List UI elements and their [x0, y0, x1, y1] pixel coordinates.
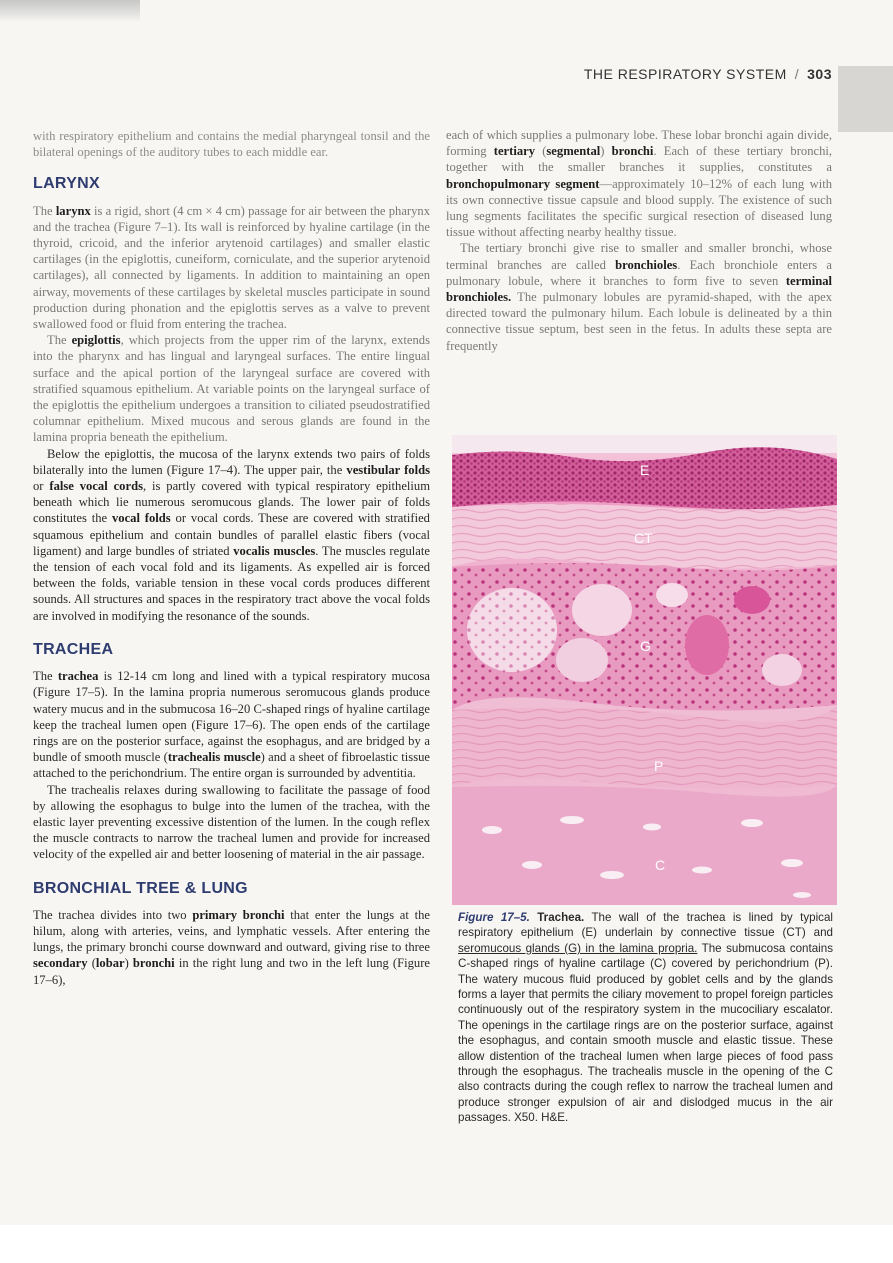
term-trachea: trachea: [57, 669, 99, 684]
page-number: 303: [807, 66, 832, 82]
term-terminal-bronchioles: terminal bronchioles.: [446, 273, 832, 305]
larynx-paragraph-2: The epiglottis, which projects from the upper rim of the larynx, extends into the pharynx and has lingual and laryngeal surfaces. The entire lingual surface and the apical portion of the laryngeal surface are covered with stratified squamous epithelium. At variable points on the laryngeal surface of the epiglottis the epithelium undergoes a transition to ciliated pseudostratified columnar epithelium. Mixed mucous and serous glands are found in the lamina propria beneath the epithelium.: [33, 333, 430, 445]
term-trachealis-muscle: trachealis muscle: [167, 750, 261, 765]
term-vestibular-folds: vestibular folds: [346, 462, 430, 477]
figure-caption: Figure 17–5. Trachea. The wall of the trachea is lined by typical respiratory epithelium (E) underlain by connective tissue (CT) and seromucous glands (G) in the lamina propria. The submucosa contains C-shaped rings of hyaline cartilage (C) covered by perichondrium (P). The watery mucous fluid produced by goblet cells and by the glands forms a layer that permits the ciliary movement to propel foreign particles continuously out of the respiratory system in the mucociliary escalator. The openings in the cartilage rings are on the posterior surface, against the esophagus, and contain smooth muscle and elastic tissue. These allow distention of the tracheal lumen when large pieces of food pass through the esophagus. The trachealis muscle in the opening of the C also contracts during the cough reflex to narrow the tracheal lumen and produce stronger expulsion of air and dislodged mucus in the air passages. X50. H&E.: [458, 911, 833, 1125]
trachea-micrograph: [452, 435, 837, 905]
figure-number: Figure 17–5.: [458, 911, 530, 924]
term-bronchopulmonary-segment: bronchopulmonary segment: [446, 176, 600, 191]
section-heading-trachea: TRACHEA: [33, 640, 114, 658]
right-column: [446, 127, 832, 354]
bronchial-paragraph-1: The trachea divides into two primary bronchi that enter the lungs at the hilum, along with arteries, veins, and lymphatic vessels. After entering the lungs, the primary bronchi course downward and outward, giving rise to three secondary (lobar) bronchi in the right lung and two in the left lung (Figure 17–6),: [33, 907, 430, 987]
section-heading-larynx: LARYNX: [33, 175, 100, 193]
term-bronchi-tertiary: bronchi: [611, 144, 654, 159]
caption-underlined: seromucous glands (G) in the lamina propria.: [458, 941, 698, 955]
larynx-paragraph-3: Below the epiglottis, the mucosa of the larynx extends two pairs of folds bilaterally into the lumen (Figure 17–4). The upper pair, the vestibular folds or false vocal cords, is partly covered with typical respiratory epithelium beneath which lie numerous seromucous glands. The lower pair of folds constitutes the vocal folds or vocal cords. These are covered with stratified squamous epithelium and contain bundles of parallel elastic fibers (vocal ligament) and large bundles of striated vocalis muscles. The muscles regulate the tension of each vocal fold and its ligaments. As expelled air is forced between the folds, variable tension in these vocal cords produces different sounds. All structures and spaces in the respiratory tract above the vocal folds are involved in modifying the resonance of the sounds.: [33, 446, 431, 623]
bronchi-paragraph-2: The tertiary bronchi give rise to smaller and smaller bronchi, whose terminal branches are called bronchioles. Each bronchiole enters a pulmonary lobule, where it branches to form five to seven terminal bronchioles. The pulmonary lobules are pyramid-shaped, with the apex directed toward the pulmonary hilum. Each lobule is delineated by a thin connective tissue septum, best seen in the fetus. In adults these septa are frequently: [446, 241, 832, 353]
term-lobar: lobar: [95, 956, 125, 971]
trachea-paragraph-1: The trachea is 12-14 cm long and lined with a typical respiratory mucosa (Figure 17–5). In the lamina propria numerous seromucous glands produce watery mucus and in the submucosa 16–20 C-shaped rings of hyaline cartilage keep the tracheal lumen open (Figure 17–6). The open ends of the cartilage rings are on the posterior surface, against the esophagus, and are bridged by a bundle of smooth muscle (trachealis muscle) and a sheet of fibroelastic tissue attached to the perichondrium. The entire organ is surrounded by adventitia.: [33, 669, 431, 781]
figure-label-ct: CT: [634, 530, 653, 546]
scan-shadow: [0, 0, 140, 22]
figure-label-c: C: [655, 857, 666, 873]
scan-bottom-margin: [0, 1225, 893, 1263]
left-column: [33, 128, 430, 988]
term-tertiary: tertiary: [493, 144, 536, 159]
term-primary-bronchi: primary bronchi: [192, 907, 285, 922]
term-segmental: segmental: [546, 144, 601, 159]
term-bronchi: bronchi: [132, 956, 175, 971]
intro-fragment: with respiratory epithelium and contains the medial pharyngeal tonsil and the bilateral openings of the auditory tubes to each middle ear.: [33, 129, 430, 160]
figure-label-g: G: [640, 638, 651, 654]
running-title: THE RESPIRATORY SYSTEM: [583, 66, 787, 82]
running-head: [540, 66, 832, 86]
bronchi-paragraph-1: each of which supplies a pulmonary lobe. These lobar bronchi again divide, forming tertiary (segmental) bronchi. Each of these tertiary bronchi, together with the smaller branches it supplies, constitutes a bronchopulmonary segment—approximately 10–12% of each lung with its own connective tissue capsule and blood supply. The existence of such lung segments facilitates the specific surgical resection of diseased lung tissue without affecting nearby healthy tissue.: [446, 128, 833, 240]
term-false-vocal-cords: false vocal cords: [49, 479, 143, 494]
header-separator: /: [794, 66, 800, 82]
term-epiglottis: epiglottis: [71, 333, 121, 348]
figure-label-e: E: [640, 462, 650, 478]
figure-label-p: P: [654, 758, 664, 774]
term-bronchioles: bronchioles: [615, 257, 678, 272]
trachea-paragraph-2: The trachealis relaxes during swallowing to facilitate the passage of food by allowing the esophagus to bulge into the lumen of the trachea, with the elastic layer preventing excessive distention of the lumen. In the cough reflex the muscle contracts to narrow the tracheal lumen and provide for increased velocity of the expelled air and better loosening of material in the air passage.: [33, 782, 430, 862]
section-heading-bronchial-tree: BRONCHIAL TREE & LUNG: [33, 879, 248, 897]
figure-title: Trachea.: [537, 911, 585, 924]
term-vocalis-muscles: vocalis muscles: [233, 543, 316, 558]
term-vocal-folds: vocal folds: [111, 511, 171, 526]
micrograph-image: [452, 435, 837, 905]
term-larynx: larynx: [55, 203, 91, 218]
chapter-thumb-tab: [838, 66, 893, 132]
term-secondary: secondary: [33, 956, 88, 971]
larynx-paragraph-1: The larynx is a rigid, short (4 cm × 4 cm) passage for air between the pharynx and the trachea (Figure 7–1). Its wall is reinforced by hyaline cartilage (in the thyroid, cricoid, and the inferior arytenoid cartilages) and smaller elastic cartilages (in the epiglottis, cuneiform, corniculate, and the superior arytenoid cartilages), all connected by ligaments. In addition to maintaining an open airway, movements of these cartilages by skeletal muscles participate in sound production during phonation and the epiglottis serves as a valve to prevent swallowed food or fluid from entering the trachea.: [33, 203, 430, 332]
